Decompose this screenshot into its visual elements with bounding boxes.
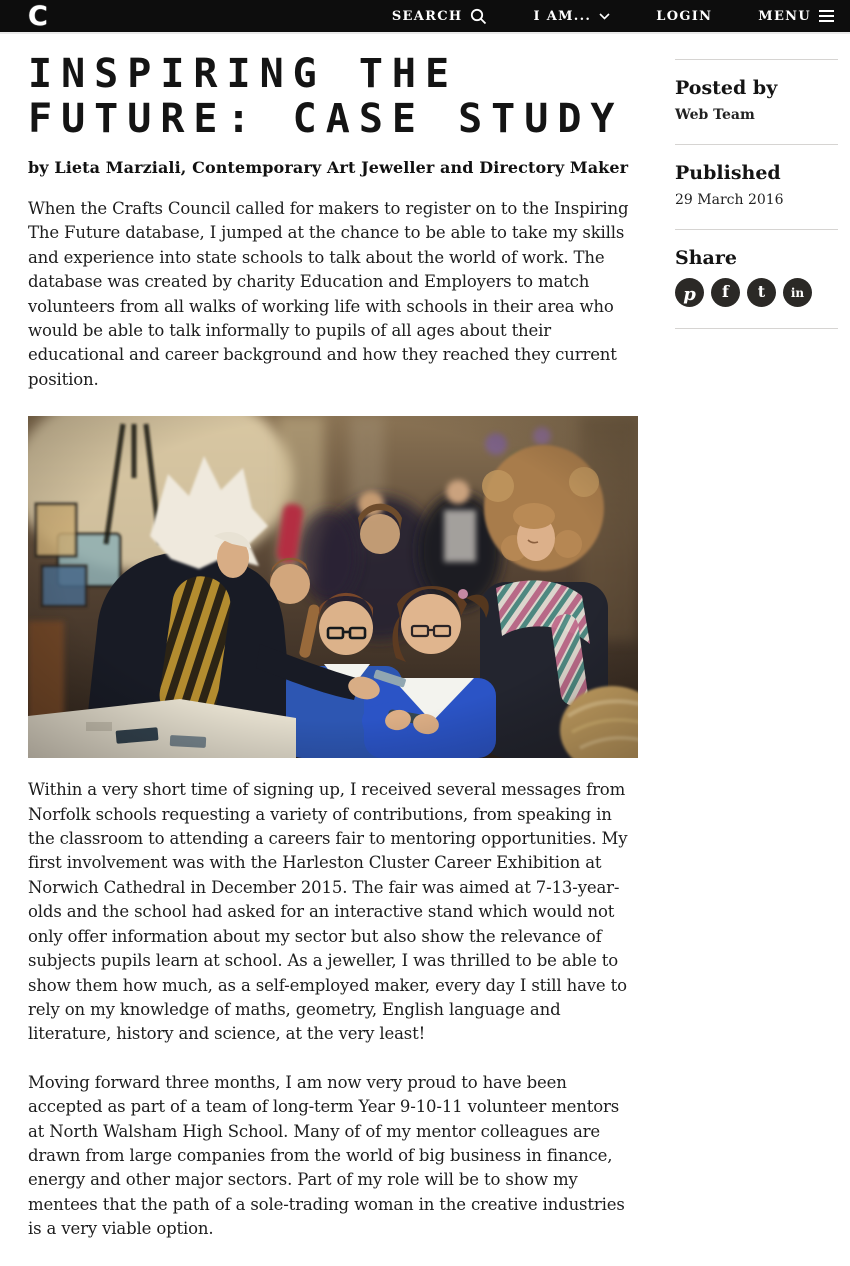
published-heading: Published [675,162,781,184]
pinterest-share-button[interactable] [675,278,704,307]
title-line-1: INSPIRING THE [28,51,459,97]
byline: by Lieta Marziali, Contemporary Art Jeweller and Directory Maker [28,158,629,177]
nav-login-label: LOGIN [656,8,713,24]
linkedin-icon: in [790,285,805,300]
top-nav-bar [0,0,850,34]
posted-by-heading: Posted by [675,77,778,99]
published-block [675,145,838,229]
nav-i-am[interactable] [533,9,610,24]
twitter-share-button[interactable] [747,278,776,307]
nav-i-am-label: I AM... [533,8,592,24]
paragraph-3: Moving forward three months, I am now very proud to have been accepted as part of a team of long-term Year 9-10-11 volunteer mentors at North Walsham High School. Many of of my mentor colleagues are drawn from large companies from the world of big business in finance, energy and other major sectors. Part of my role will be to show my mentees that the path of a sole-trading woman in the creative industries is a very viable option. [28,1072,625,1239]
article-sidebar [675,34,838,1266]
paragraph-2: Within a very short time of signing up, I received several messages from Norfolk schools requesting a variety of contributions, from speaking in the classroom to attending a careers fair to mentoring opportunities. My first involvement was with the Harleston Cluster Career Exhibition at Norwich Cathedral in December 2015. The fair was aimed at 7-13-year-olds and the school had asked for an interactive stand which would not only offer information about my sector but also show the relevance of subjects pupils learn at school. As a jeweller, I was thrilled to be able to show them how much, as a self-employed maker, every day I still have to rely on my knowledge of maths, geometry, English language and literature, history and science, at the very least! [28,780,628,1044]
nav-login[interactable] [656,9,712,24]
top-nav [392,8,834,25]
article-photo-illustration [28,416,638,758]
facebook-share-button[interactable] [711,278,740,307]
linkedin-share-button[interactable] [783,278,812,307]
nav-menu-label: MENU [758,8,811,24]
title-line-2: FUTURE: CASE STUDY [28,96,624,142]
page-title [28,52,640,142]
posted-by-block [675,60,838,144]
share-heading: Share [675,247,737,269]
crafts-council-logo[interactable]: C [28,0,48,32]
paragraph-1: When the Crafts Council called for makers to register on to the Inspiring The Future database, I jumped at the chance to be able to take my skills and experience into state schools to talk about the world of work. The database was created by charity Education and Employers to match volunteers from all walks of working life with schools in their area who would be able to talk informally to pupils of all ages about their educational and career background and how they reached they current position. [28,199,629,389]
article-main [28,34,640,1266]
chevron-down-icon [599,13,610,20]
pinterest-icon: p [683,283,696,305]
hamburger-icon [819,10,834,22]
article-photo [28,416,638,758]
facebook-icon: f [722,281,729,301]
published-date: 29 March 2016 [675,192,784,208]
search-icon [470,8,487,25]
nav-search-label: SEARCH [391,8,463,24]
nav-search[interactable] [392,8,488,25]
share-icons [675,278,838,307]
share-block [675,230,838,328]
sidebar-divider [675,328,838,329]
nav-menu[interactable] [758,9,834,24]
posted-by-value: Web Team [675,107,755,123]
twitter-icon: t [757,281,766,301]
